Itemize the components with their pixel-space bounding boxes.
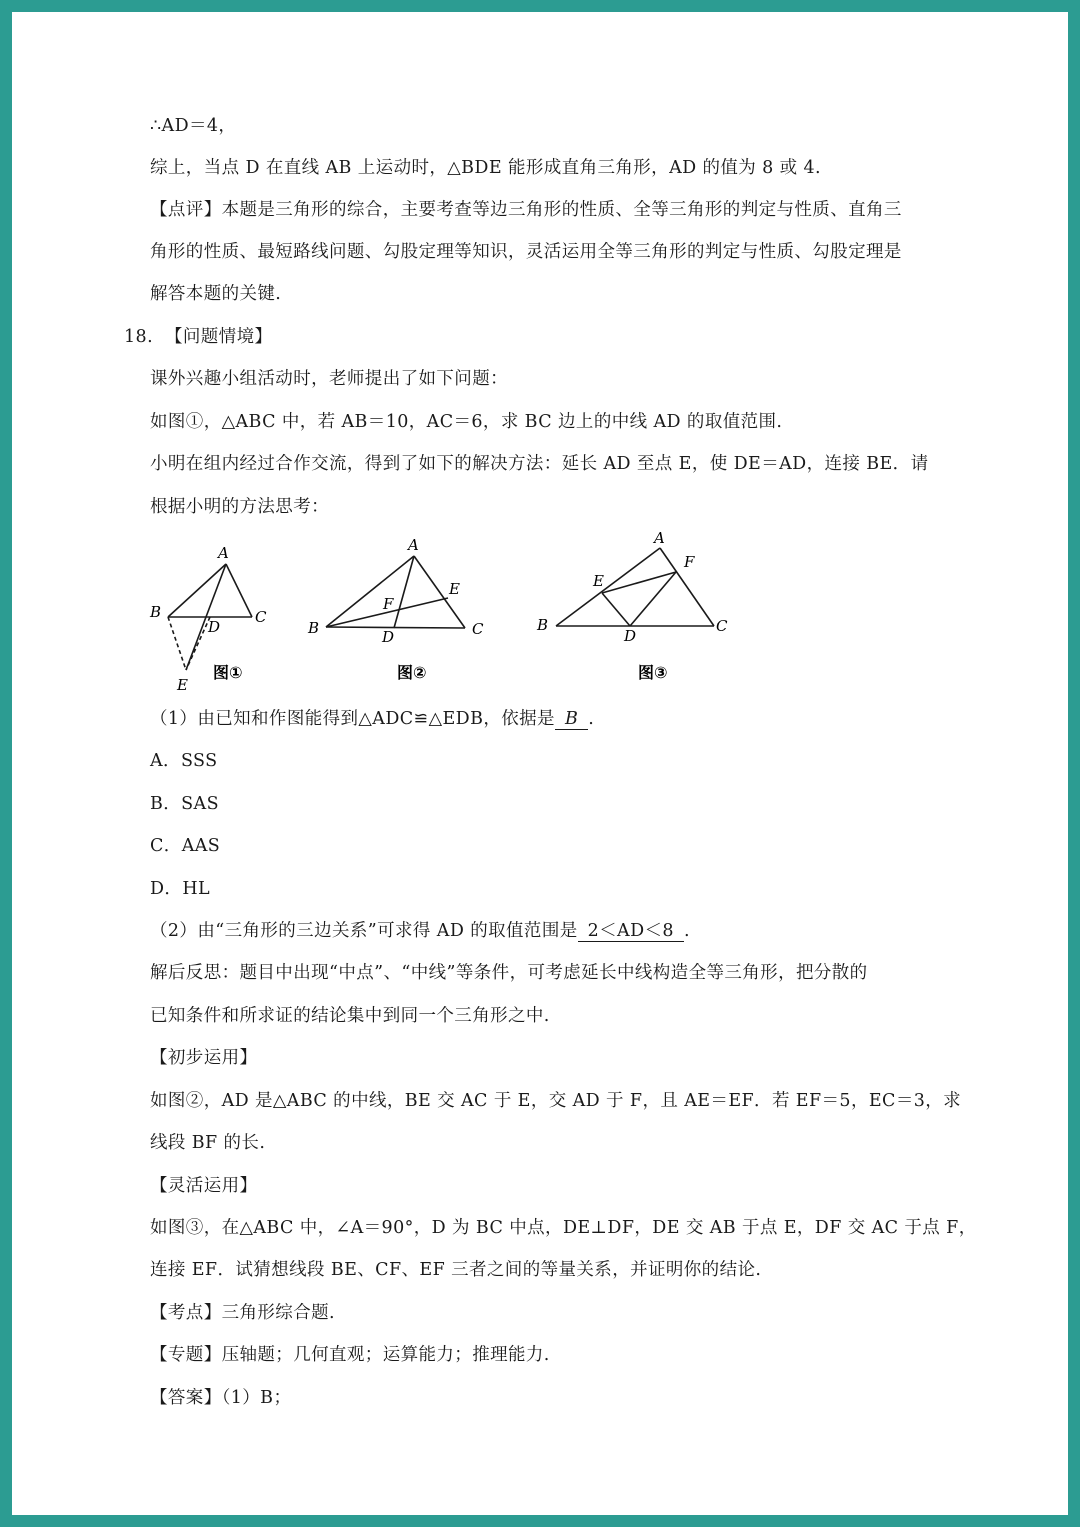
- text-line-8: 如图①，△ABC 中，若 AB＝10，AC＝6，求 BC 边上的中线 AD 的取值范围.: [150, 412, 783, 432]
- comment-line-3: 解答本题的关键.: [150, 284, 282, 304]
- text-line-10: 根据小明的方法思考：: [150, 497, 329, 517]
- text-line-18: 连接 EF．试猜想线段 BE、CF、EF 三者之间的等量关系，并证明你的结论.: [150, 1260, 762, 1280]
- fig1-caption: 图①: [213, 663, 243, 682]
- fig1-label-d: D: [208, 618, 221, 636]
- fig2-label-e: E: [449, 580, 460, 598]
- text-line-12: 已知条件和所求证的结论集中到同一个三角形之中.: [150, 1006, 550, 1026]
- geometry-figures: [0, 0, 1080, 700]
- fig3-label-e: E: [593, 572, 604, 590]
- fig1-label-e: E: [177, 676, 188, 694]
- fig1-label-b: B: [150, 603, 162, 621]
- figure-1: [168, 564, 252, 670]
- text-line-9: 小明在组内经过合作交流，得到了如下的解决方法：延长 AD 至点 E，使 DE＝AD，连接 BE．请: [150, 454, 929, 474]
- subquestion-1-end: .: [588, 709, 595, 729]
- question-number: 18.: [124, 327, 154, 347]
- comment-line-1: 【点评】本题是三角形的综合，主要考查等边三角形的性质、全等三角形的判定与性质、直角三: [150, 200, 902, 220]
- text-line-7: 课外兴趣小组活动时，老师提出了如下问题：: [150, 369, 508, 389]
- fig3-label-f: F: [684, 553, 695, 571]
- fig2-label-d: D: [382, 628, 395, 646]
- text-line-17: 如图③，在△ABC 中，∠A＝90°，D 为 BC 中点，DE⊥DF，DE 交 AB 于点 E，DF 交 AC 于点 F，: [150, 1218, 977, 1238]
- answer-line: 【答案】（1）B；: [150, 1388, 292, 1408]
- fig3-label-b: B: [537, 616, 549, 634]
- option-c: C．AAS: [150, 836, 221, 856]
- fig2-label-f: F: [383, 595, 394, 613]
- subquestion-2-end: .: [683, 921, 690, 941]
- fig3-label-a: A: [654, 529, 665, 547]
- subquestion-1-text: （1）由已知和作图能得到△ADC≌△EDB，依据是: [150, 709, 555, 729]
- text-line-14: 如图②，AD 是△ABC 的中线，BE 交 AC 于 E，交 AD 于 F，且 AE＝EF．若 EF＝5，EC＝3，求: [150, 1091, 962, 1111]
- text-line-15: 线段 BF 的长.: [150, 1133, 266, 1153]
- answer-blank-1: B: [555, 709, 588, 730]
- subquestion-1: [150, 707, 594, 731]
- fig2-label-c: C: [472, 620, 484, 638]
- figure-2: [326, 556, 465, 628]
- comment-line-2: 角形的性质、最短路线问题、勾股定理等知识，灵活运用全等三角形的判定与性质、勾股定理是: [150, 242, 902, 262]
- text-line-1: ∴AD＝4，: [150, 116, 237, 136]
- subquestion-2: [150, 919, 690, 943]
- text-line-2: 综上，当点 D 在直线 AB 上运动时，△BDE 能形成直角三角形，AD 的值为 8 或 4.: [150, 158, 822, 178]
- section-heading-initial: 【初步运用】: [150, 1048, 258, 1068]
- option-b: B．SAS: [150, 794, 219, 814]
- fig3-label-c: C: [716, 617, 728, 635]
- section-heading-flexible: 【灵活运用】: [150, 1176, 258, 1196]
- subquestion-2-text: （2）由“三角形的三边关系”可求得 AD 的取值范围是: [150, 921, 578, 941]
- fig3-label-d: D: [624, 627, 637, 645]
- fig1-label-c: C: [255, 608, 267, 626]
- section-title: 【问题情境】: [164, 327, 273, 347]
- knowledge-point: 【考点】三角形综合题.: [150, 1303, 335, 1323]
- option-a: A．SSS: [150, 751, 218, 771]
- text-line-11: 解后反思：题目中出现“中点”、“中线”等条件，可考虑延长中线构造全等三角形，把分散的: [150, 963, 868, 983]
- topic-tag: 【专题】压轴题；几何直观；运算能力；推理能力.: [150, 1345, 550, 1365]
- fig2-label-a: A: [408, 536, 419, 554]
- fig3-caption: 图③: [638, 663, 668, 682]
- fig2-caption: 图②: [397, 663, 427, 682]
- fig1-label-a: A: [218, 544, 229, 562]
- answer-blank-2: 2＜AD＜8: [578, 921, 684, 942]
- option-d: D．HL: [150, 879, 211, 899]
- fig2-label-b: B: [308, 619, 320, 637]
